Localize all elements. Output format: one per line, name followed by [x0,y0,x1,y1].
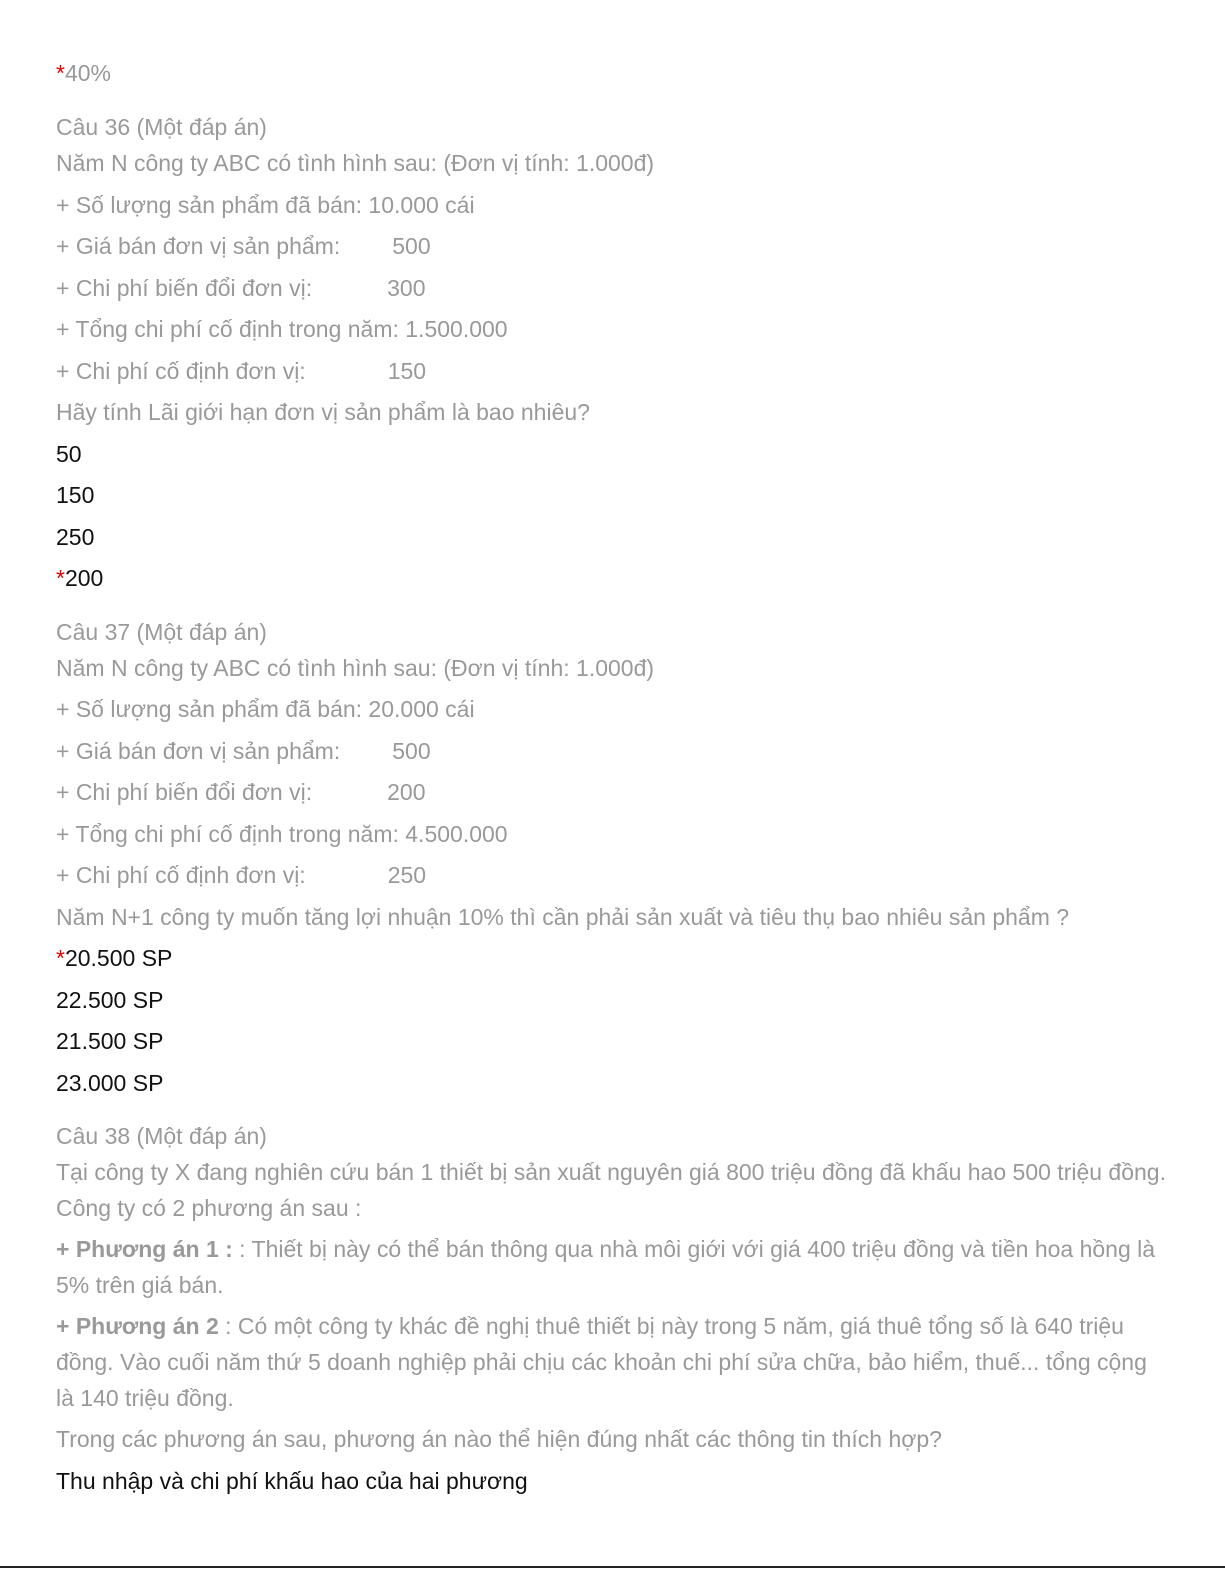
question-line [56,273,425,303]
option-label: + Phương án 2 [56,1313,219,1339]
answer-option: 22.500 SP [56,987,164,1013]
question-line: + Số lượng sản phẩm đã bán: 20.000 cái [56,696,475,722]
answer-option: 23.000 SP [56,1070,164,1096]
question-line: + Số lượng sản phẩm đã bán: 10.000 cái [56,192,475,218]
answer-option: Thu nhập và chi phí khấu hao của hai phương [56,1468,528,1494]
question-line [56,777,425,807]
option-text: : Thiết bị này có thể bán thông qua nhà môi giới với giá 400 triệu đồng và tiền hoa hồng là 5% trên giá bán. [56,1236,1156,1298]
question-line [56,356,426,386]
answer-option-correct [56,943,172,973]
question-heading: Câu 37 (Một đáp án) [56,619,267,645]
line-value: 500 [392,738,431,764]
answer-text: 40% [64,60,111,86]
option-description [56,1308,1171,1416]
answer-option: 250 [56,524,95,550]
line-value: 150 [387,358,427,384]
answer-text: 20.500 SP [64,945,173,971]
question-line [56,231,431,261]
page-bottom-border [0,1566,1225,1568]
answer-option: 150 [56,482,95,508]
option-description [56,1231,1171,1303]
option-text: : Có một công ty khác đề nghị thuê thiết bị này trong 5 năm, giá thuê tổng số là 640 triệu đồng. Vào cuối năm thứ 5 doanh nghiệp phải chịu các khoản chi phí sửa chữa, bảo hiểm, thuế... tổng cộng là 140 triệu đồng. [56,1313,1147,1411]
question-heading: Câu 38 (Một đáp án) [56,1123,267,1149]
option-label: + Phương án 1 : [56,1236,233,1262]
question-line: + Tổng chi phí cố định trong năm: 4.500.000 [56,821,508,847]
line-label: + Giá bán đơn vị sản phẩm: [56,233,341,259]
line-value: 200 [387,779,426,805]
question-intro: Năm N công ty ABC có tình hình sau: (Đơn vị tính: 1.000đ) [56,150,655,176]
question-intro: Tại công ty X đang nghiên cứu bán 1 thiết bị sản xuất nguyên giá 800 triệu đồng đã khấu hao 500 triệu đồng. Công ty có 2 phương án sau : [56,1159,1166,1221]
answer-option: 21.500 SP [56,1028,164,1054]
question-heading: Câu 36 (Một đáp án) [56,114,267,140]
line-label: + Chi phí cố định đơn vị: [56,358,306,384]
correct-mark: * [56,565,65,591]
question-text: Năm N+1 công ty muốn tăng lợi nhuận 10% thì cần phải sản xuất và tiêu thụ bao nhiêu sản phẩm ? [56,904,1070,930]
answer-text: 200 [64,565,104,591]
line-value: 250 [387,862,427,888]
answer-option: 50 [56,441,82,467]
correct-mark: * [56,60,65,86]
line-value: 500 [392,233,431,259]
answer-option-correct [56,563,103,593]
question-text: Trong các phương án sau, phương án nào thể hiện đúng nhất các thông tin thích hợp? [56,1426,942,1452]
question-intro: Năm N công ty ABC có tình hình sau: (Đơn vị tính: 1.000đ) [56,655,655,681]
answer-correct [56,58,111,88]
line-value: 300 [387,275,426,301]
question-line: + Tổng chi phí cố định trong năm: 1.500.000 [56,316,508,342]
line-label: + Giá bán đơn vị sản phẩm: [56,738,341,764]
question-line [56,860,426,890]
line-label: + Chi phí biến đổi đơn vị: [56,779,313,805]
question-line [56,736,431,766]
line-label: + Chi phí cố định đơn vị: [56,862,306,888]
question-text: Hãy tính Lãi giới hạn đơn vị sản phẩm là bao nhiêu? [56,399,590,425]
correct-mark: * [56,945,65,971]
line-label: + Chi phí biến đổi đơn vị: [56,275,313,301]
